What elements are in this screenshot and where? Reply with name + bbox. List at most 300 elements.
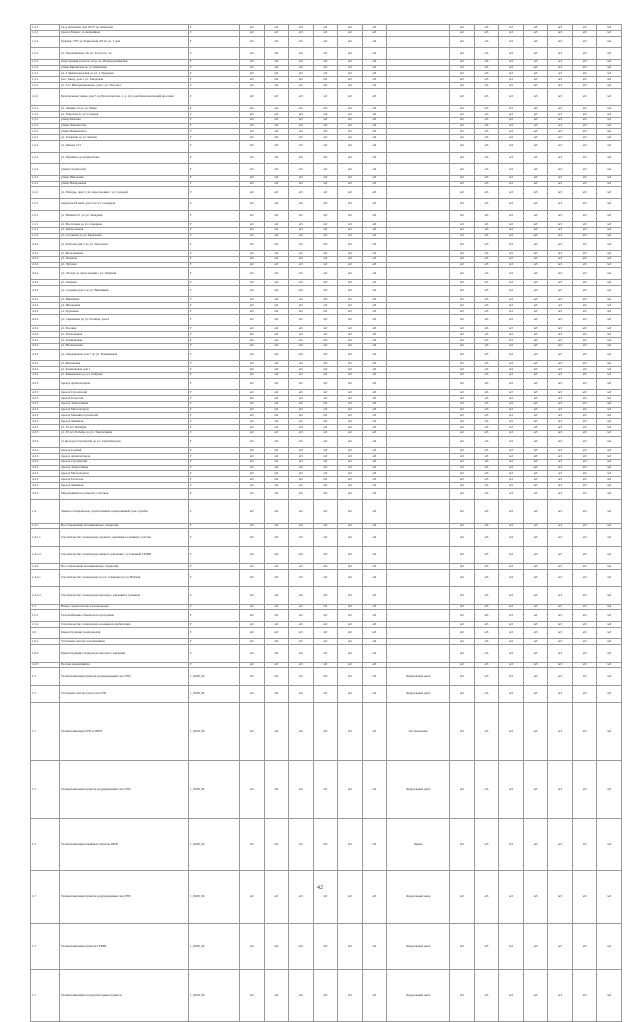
row-value: м3 bbox=[240, 970, 265, 1022]
row-number: 1.2.1 bbox=[31, 48, 60, 60]
table-row bbox=[31, 210, 622, 222]
row-value: м3 bbox=[313, 175, 338, 181]
row-value: м3 bbox=[289, 627, 314, 639]
row-value: м3 bbox=[523, 488, 548, 500]
row-value: м3 bbox=[313, 604, 338, 610]
row-value: м3 bbox=[289, 227, 314, 233]
row-code: Г bbox=[189, 88, 240, 105]
row-value bbox=[387, 152, 450, 164]
row-value: м3 bbox=[240, 285, 265, 297]
row-value: м3 bbox=[523, 413, 548, 419]
row-value: м3 bbox=[240, 268, 265, 280]
row-value: м3 bbox=[313, 309, 338, 315]
row-value: м3 bbox=[289, 761, 314, 819]
row-code: Г bbox=[189, 332, 240, 338]
row-value: м3 bbox=[597, 198, 622, 210]
row-value: м3 bbox=[597, 297, 622, 303]
row-value: м3 bbox=[313, 129, 338, 135]
row-name: ул. Луговая bbox=[60, 262, 189, 268]
row-value: м3 bbox=[240, 564, 265, 570]
row-value: м3 bbox=[597, 309, 622, 315]
row-value bbox=[387, 36, 450, 48]
row-value: м3 bbox=[362, 303, 387, 309]
row-value: м3 bbox=[240, 488, 265, 500]
row-value: м3 bbox=[548, 268, 573, 280]
row-value: м3 bbox=[523, 164, 548, 176]
row-value: м3 bbox=[450, 378, 475, 390]
row-name: кадастровый участок 14 до ул. Новохорошёвская bbox=[60, 59, 189, 65]
row-value: м3 bbox=[474, 622, 499, 628]
row-value: м3 bbox=[338, 106, 363, 112]
row-value: м3 bbox=[289, 251, 314, 257]
row-value: м3 bbox=[499, 424, 524, 430]
row-value: м3 bbox=[499, 488, 524, 500]
row-value: м3 bbox=[289, 164, 314, 176]
row-code: Г bbox=[189, 303, 240, 309]
row-value: м3 bbox=[313, 419, 338, 425]
row-value: м3 bbox=[523, 222, 548, 228]
row-value: м3 bbox=[338, 349, 363, 361]
row-value: м3 bbox=[474, 448, 499, 454]
row-value bbox=[387, 140, 450, 152]
row-value: м3 bbox=[264, 251, 289, 257]
row-value: м3 bbox=[523, 349, 548, 361]
row-value: м3 bbox=[597, 117, 622, 123]
row-value: м3 bbox=[289, 401, 314, 407]
row-value: м3 bbox=[240, 627, 265, 639]
row-value: м3 bbox=[548, 187, 573, 199]
row-value: м3 bbox=[264, 477, 289, 483]
row-value: м3 bbox=[474, 685, 499, 702]
row-value: м3 bbox=[313, 923, 338, 969]
row-value: м3 bbox=[240, 164, 265, 176]
row-value: м3 bbox=[548, 703, 573, 761]
row-value: м3 bbox=[548, 343, 573, 349]
row-value: м3 bbox=[450, 477, 475, 483]
row-value: м3 bbox=[313, 970, 338, 1022]
row-name: Установка систем телемеханики bbox=[60, 639, 189, 645]
row-code: Г bbox=[189, 285, 240, 297]
row-value: м3 bbox=[362, 923, 387, 969]
row-code: Г bbox=[189, 343, 240, 349]
row-value: м3 bbox=[338, 390, 363, 396]
row-name: ул. Сосновая до ул. Берёзовая bbox=[60, 233, 189, 239]
row-value: м3 bbox=[572, 453, 597, 459]
row-value: м3 bbox=[362, 152, 387, 164]
row-value: м3 bbox=[548, 239, 573, 251]
row-name: ул. Озёрная bbox=[60, 280, 189, 286]
row-name: улица Школьная bbox=[60, 175, 189, 181]
row-value: м3 bbox=[264, 77, 289, 83]
data-table bbox=[30, 24, 622, 1022]
row-code: Г bbox=[189, 419, 240, 425]
row-value: м3 bbox=[240, 71, 265, 77]
row-value: м3 bbox=[548, 111, 573, 117]
row-value: м3 bbox=[338, 30, 363, 36]
row-value: м3 bbox=[450, 262, 475, 268]
row-value: м3 bbox=[450, 117, 475, 123]
row-value: м3 bbox=[523, 123, 548, 129]
row-value: м3 bbox=[499, 88, 524, 105]
row-code: Г bbox=[189, 314, 240, 326]
row-value: м3 bbox=[264, 610, 289, 622]
row-number: 4.3.2 bbox=[31, 285, 60, 297]
row-value: м3 bbox=[450, 523, 475, 529]
row-number: 4.3.2 bbox=[31, 297, 60, 303]
row-value: м3 bbox=[597, 106, 622, 112]
row-value: м3 bbox=[597, 477, 622, 483]
row-value: м3 bbox=[264, 761, 289, 819]
row-value: м3 bbox=[572, 396, 597, 402]
row-value: м3 bbox=[450, 685, 475, 702]
row-value: м3 bbox=[362, 453, 387, 459]
row-name: ул. Фиалковая bbox=[60, 361, 189, 367]
table-row bbox=[31, 819, 622, 871]
row-value: м3 bbox=[362, 175, 387, 181]
row-name: Замена газопроводов, отработавших нормативный срок службы bbox=[60, 500, 189, 523]
row-value: м3 bbox=[499, 256, 524, 262]
row-value: м3 bbox=[450, 82, 475, 88]
row-value: м3 bbox=[499, 523, 524, 529]
row-value: м3 bbox=[523, 48, 548, 60]
row-value: м3 bbox=[474, 627, 499, 639]
row-value: м3 bbox=[597, 819, 622, 871]
row-value: м3 bbox=[572, 222, 597, 228]
row-value: м3 bbox=[597, 164, 622, 176]
row-value: м3 bbox=[362, 30, 387, 36]
row-value: м3 bbox=[264, 268, 289, 280]
row-value: м3 bbox=[548, 198, 573, 210]
row-value: м3 bbox=[450, 639, 475, 645]
row-value: м3 bbox=[523, 262, 548, 268]
row-number: 4.3.2 bbox=[31, 367, 60, 373]
row-value: м3 bbox=[597, 59, 622, 65]
row-value: м3 bbox=[338, 82, 363, 88]
table-row bbox=[31, 610, 622, 622]
row-value: м3 bbox=[597, 233, 622, 239]
row-name: проезд Энергетиков bbox=[60, 401, 189, 407]
row-code: 1_0028_06 bbox=[189, 685, 240, 702]
row-value: м3 bbox=[450, 198, 475, 210]
row-value: м3 bbox=[572, 587, 597, 604]
row-value: м3 bbox=[289, 135, 314, 141]
row-value: м3 bbox=[474, 923, 499, 969]
row-value: м3 bbox=[362, 396, 387, 402]
row-value: м3 bbox=[499, 465, 524, 471]
row-value: м3 bbox=[313, 82, 338, 88]
row-value: м3 bbox=[338, 36, 363, 48]
row-value: м3 bbox=[264, 465, 289, 471]
row-value: м3 bbox=[289, 396, 314, 402]
row-name: Телемеханизация шкафных пунктов ШРП bbox=[60, 819, 189, 871]
table-row bbox=[31, 761, 622, 819]
row-number: 4.3.2 bbox=[31, 262, 60, 268]
row-value: м3 bbox=[450, 227, 475, 233]
row-value: м3 bbox=[264, 338, 289, 344]
row-value: м3 bbox=[597, 152, 622, 164]
row-value: м3 bbox=[289, 685, 314, 702]
row-value: м3 bbox=[572, 343, 597, 349]
row-value: м3 bbox=[362, 256, 387, 262]
row-value: м3 bbox=[338, 587, 363, 604]
row-value: м3 bbox=[597, 529, 622, 546]
row-value: м3 bbox=[264, 297, 289, 303]
row-value: м3 bbox=[313, 448, 338, 454]
row-value: м3 bbox=[240, 210, 265, 222]
row-value: м3 bbox=[548, 181, 573, 187]
row-value: м3 bbox=[450, 372, 475, 378]
row-value: м3 bbox=[289, 285, 314, 297]
row-value: м3 bbox=[499, 610, 524, 622]
row-value: м3 bbox=[474, 645, 499, 662]
row-value: м3 bbox=[499, 268, 524, 280]
row-value: м3 bbox=[474, 129, 499, 135]
row-value: м3 bbox=[240, 106, 265, 112]
row-value: м3 bbox=[499, 332, 524, 338]
row-value: м3 bbox=[450, 222, 475, 228]
row-value: м3 bbox=[240, 477, 265, 483]
row-value: м3 bbox=[240, 198, 265, 210]
row-value: м3 bbox=[499, 285, 524, 297]
row-value: м3 bbox=[572, 71, 597, 77]
row-value: м3 bbox=[362, 970, 387, 1022]
row-value: м3 bbox=[240, 587, 265, 604]
row-name: Реконструкция газопроводов bbox=[60, 627, 189, 639]
row-value: м3 bbox=[289, 175, 314, 181]
row-value: м3 bbox=[523, 106, 548, 112]
row-value: м3 bbox=[474, 546, 499, 563]
row-value: м3 bbox=[450, 59, 475, 65]
row-value: м3 bbox=[474, 25, 499, 31]
row-value: м3 bbox=[313, 349, 338, 361]
row-value: Федеральный закон bbox=[387, 871, 450, 923]
row-value: м3 bbox=[523, 285, 548, 297]
row-value: м3 bbox=[548, 610, 573, 622]
row-value: м3 bbox=[548, 970, 573, 1022]
row-value: м3 bbox=[499, 639, 524, 645]
row-value: м3 bbox=[572, 210, 597, 222]
table-row bbox=[31, 349, 622, 361]
row-value: м3 bbox=[597, 668, 622, 685]
row-value: м3 bbox=[313, 668, 338, 685]
row-value: м3 bbox=[313, 459, 338, 465]
row-value: м3 bbox=[474, 71, 499, 77]
row-code: Г bbox=[189, 106, 240, 112]
row-value: м3 bbox=[597, 500, 622, 523]
row-value: м3 bbox=[474, 569, 499, 586]
row-value: м3 bbox=[313, 378, 338, 390]
row-value: м3 bbox=[289, 361, 314, 367]
row-value: м3 bbox=[572, 361, 597, 367]
row-value: м3 bbox=[523, 30, 548, 36]
row-value: м3 bbox=[523, 970, 548, 1022]
row-code: Г bbox=[189, 25, 240, 31]
row-value: м3 bbox=[572, 111, 597, 117]
row-code: Г bbox=[189, 123, 240, 129]
row-value: м3 bbox=[474, 30, 499, 36]
row-value: м3 bbox=[548, 227, 573, 233]
row-value: м3 bbox=[338, 413, 363, 419]
row-value: м3 bbox=[499, 448, 524, 454]
row-value: м3 bbox=[572, 106, 597, 112]
row-value: м3 bbox=[240, 419, 265, 425]
row-code: Г bbox=[189, 645, 240, 662]
row-value: м3 bbox=[338, 448, 363, 454]
row-value: м3 bbox=[289, 407, 314, 413]
row-value: м3 bbox=[474, 82, 499, 88]
row-value: м3 bbox=[362, 819, 387, 871]
row-value: м3 bbox=[597, 326, 622, 332]
row-value: м3 bbox=[338, 477, 363, 483]
row-number: 1.2.1 bbox=[31, 222, 60, 228]
row-code: Г bbox=[189, 390, 240, 396]
row-value: м3 bbox=[338, 645, 363, 662]
row-value: м3 bbox=[450, 923, 475, 969]
row-value: м3 bbox=[264, 129, 289, 135]
row-number: 1.2.1 bbox=[31, 129, 60, 135]
row-value: м3 bbox=[523, 233, 548, 239]
row-value: м3 bbox=[548, 430, 573, 436]
row-value: м3 bbox=[264, 424, 289, 430]
row-value: м3 bbox=[450, 407, 475, 413]
row-value: м3 bbox=[572, 309, 597, 315]
row-value: м3 bbox=[264, 181, 289, 187]
row-value: м3 bbox=[548, 297, 573, 303]
row-value: м3 bbox=[597, 280, 622, 286]
row-value: м3 bbox=[474, 604, 499, 610]
row-number: 1.7 bbox=[31, 871, 60, 923]
row-name: Центральная улица, дом 3 до Пролетарская, 1, д. 4/4, дом Комсомольский проспект bbox=[60, 88, 189, 105]
row-value: м3 bbox=[572, 262, 597, 268]
row-number: 1.7 bbox=[31, 819, 60, 871]
row-name: ул. Тюльпанная bbox=[60, 332, 189, 338]
row-value: м3 bbox=[313, 30, 338, 36]
row-number: 1.2.1 bbox=[31, 25, 60, 31]
row-value: м3 bbox=[474, 233, 499, 239]
row-value: м3 bbox=[313, 233, 338, 239]
row-value: м3 bbox=[572, 198, 597, 210]
row-value: м3 bbox=[338, 424, 363, 430]
row-value: м3 bbox=[362, 187, 387, 199]
row-value: м3 bbox=[597, 424, 622, 430]
row-name: ул. Рабочая дом 5 до ул. Заводская bbox=[60, 239, 189, 251]
row-value: м3 bbox=[362, 407, 387, 413]
row-value: м3 bbox=[240, 401, 265, 407]
row-name: проезд Машиностроителей bbox=[60, 413, 189, 419]
row-value: м3 bbox=[338, 604, 363, 610]
row-code: Г bbox=[189, 459, 240, 465]
row-value: м3 bbox=[523, 482, 548, 488]
row-value: м3 bbox=[289, 314, 314, 326]
row-name: Телемеханизация пунктов ГРПШ bbox=[60, 923, 189, 969]
row-value: м3 bbox=[597, 488, 622, 500]
row-value: м3 bbox=[450, 668, 475, 685]
row-value: м3 bbox=[313, 396, 338, 402]
row-value: м3 bbox=[338, 703, 363, 761]
row-value: м3 bbox=[338, 361, 363, 367]
row-value: м3 bbox=[338, 367, 363, 373]
row-value: м3 bbox=[289, 424, 314, 430]
row-value: м3 bbox=[338, 436, 363, 448]
row-value: м3 bbox=[597, 111, 622, 117]
row-value: м3 bbox=[499, 314, 524, 326]
row-value: м3 bbox=[523, 819, 548, 871]
row-number: 4.3.3 bbox=[31, 378, 60, 390]
row-value: м3 bbox=[499, 685, 524, 702]
row-value: м3 bbox=[362, 662, 387, 668]
row-value: м3 bbox=[313, 239, 338, 251]
row-value: м3 bbox=[548, 135, 573, 141]
row-value: м3 bbox=[362, 326, 387, 332]
row-value: м3 bbox=[572, 82, 597, 88]
row-number: 1.2.1 bbox=[31, 210, 60, 222]
row-value: м3 bbox=[548, 349, 573, 361]
row-value: м3 bbox=[474, 610, 499, 622]
row-value: м3 bbox=[362, 761, 387, 819]
row-code: Г bbox=[189, 280, 240, 286]
row-value: м3 bbox=[548, 424, 573, 430]
row-value: м3 bbox=[499, 164, 524, 176]
row-name: от проезда Строителей до ул. Архитекторов bbox=[60, 436, 189, 448]
row-value: м3 bbox=[450, 181, 475, 187]
row-value: м3 bbox=[523, 923, 548, 969]
row-value: м3 bbox=[264, 396, 289, 402]
row-value: м3 bbox=[240, 251, 265, 257]
row-value: м3 bbox=[289, 587, 314, 604]
row-value: м3 bbox=[572, 488, 597, 500]
row-value: м3 bbox=[362, 106, 387, 112]
row-value: м3 bbox=[338, 685, 363, 702]
row-value: м3 bbox=[523, 569, 548, 586]
row-value: м3 bbox=[289, 419, 314, 425]
row-value: м3 bbox=[499, 471, 524, 477]
row-value: м3 bbox=[313, 111, 338, 117]
row-value: м3 bbox=[362, 59, 387, 65]
row-value: м3 bbox=[313, 477, 338, 483]
row-value: м3 bbox=[362, 262, 387, 268]
row-value: м3 bbox=[338, 419, 363, 425]
row-value: м3 bbox=[264, 367, 289, 373]
row-value: м3 bbox=[313, 587, 338, 604]
row-value: м3 bbox=[264, 198, 289, 210]
row-value: м3 bbox=[240, 181, 265, 187]
row-number: 1.4 bbox=[31, 500, 60, 523]
row-value: м3 bbox=[313, 256, 338, 262]
row-value: м3 bbox=[362, 65, 387, 71]
row-value bbox=[387, 529, 450, 546]
row-value: м3 bbox=[572, 604, 597, 610]
row-name: ул. Центральная bbox=[60, 227, 189, 233]
row-value: м3 bbox=[474, 111, 499, 117]
row-value: м3 bbox=[597, 569, 622, 586]
row-value: м3 bbox=[289, 529, 314, 546]
row-value: м3 bbox=[362, 198, 387, 210]
table-body bbox=[31, 25, 622, 1022]
row-code: Г bbox=[189, 477, 240, 483]
row-value: м3 bbox=[264, 500, 289, 523]
row-number: 4.3.3 bbox=[31, 430, 60, 436]
row-value: м3 bbox=[264, 482, 289, 488]
row-value: м3 bbox=[548, 164, 573, 176]
row-value: м3 bbox=[523, 82, 548, 88]
row-value: м3 bbox=[362, 71, 387, 77]
row-value: м3 bbox=[450, 251, 475, 257]
row-value: м3 bbox=[572, 285, 597, 297]
row-value: м3 bbox=[572, 181, 597, 187]
row-name: ул. 3-го Интернационала, дом 1 ул. Толстого bbox=[60, 82, 189, 88]
row-value: м3 bbox=[289, 471, 314, 477]
row-value: м3 bbox=[240, 378, 265, 390]
